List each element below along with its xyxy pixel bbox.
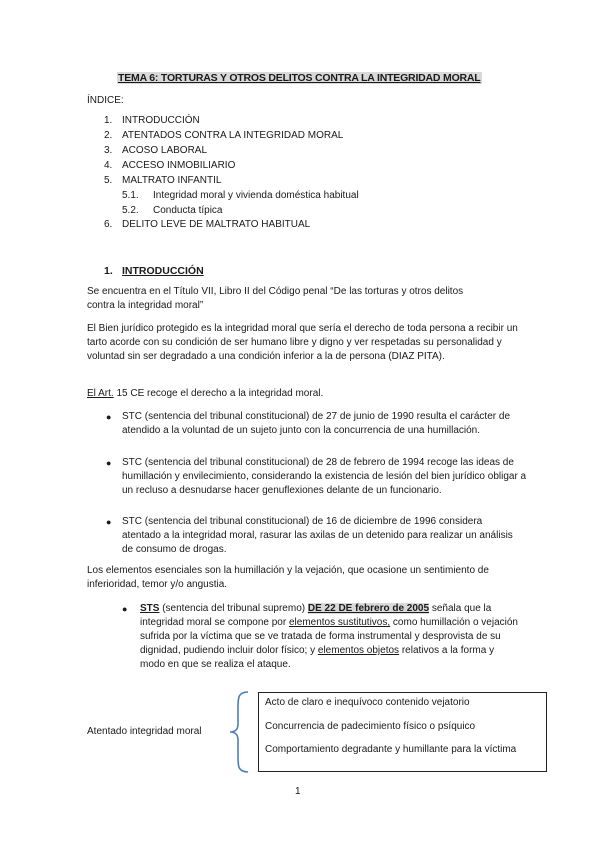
index-item: ATENTADOS CONTRA LA INTEGRIDAD MORAL — [122, 130, 344, 141]
index-item: MALTRATO INFANTIL — [122, 175, 222, 186]
bullet-item: STC (sentencia del tribunal constitucional) de 27 de junio de 1990 resulta el carácter de atendido a la voluntad de un sujeto junto con la concurrencia de una humillación. — [122, 411, 511, 436]
index-item: DELITO LEVE DE MALTRATO HABITUAL — [122, 219, 311, 230]
sts-abbr: STS — [140, 603, 160, 614]
article-link[interactable]: El Art. — [87, 388, 114, 399]
index-num: 2. — [104, 130, 113, 141]
index-item: ACCESO INMOBILIARIO — [122, 160, 236, 171]
section-number: 1. — [104, 265, 113, 277]
paragraph-title-ref: Se encuentra en el Título VII, Libro II del Código penal “De las torturas y otros delitos contra la integridad moral” — [87, 286, 464, 311]
index-item: ACOSO LABORAL — [122, 145, 208, 156]
index-num: 5. — [104, 175, 113, 186]
bullet-icon: ● — [106, 458, 112, 468]
diagram-item: Acto de claro e inequívoco contenido vejatorio — [265, 697, 470, 708]
index-num: 1. — [104, 115, 113, 126]
sts-paragraph — [140, 602, 520, 672]
article-text: 15 CE recoge el derecho a la integridad moral. — [113, 388, 324, 399]
diagram-item: Concurrencia de padecimiento físico o psíquico — [265, 721, 476, 732]
paragraph-art15 — [87, 387, 527, 401]
paragraph-bien-juridico: El Bien jurídico protegido es la integridad moral que sería el derecho de toda persona a recibir un tarto acorde con su condición de ser humano libre y digno y ver respetadas su personalidad y voluntad sin ser degradado a una condición inferior a la de persona (DIAZ PITA). — [87, 323, 518, 362]
bullet-item: STC (sentencia del tribunal constitucional) de 28 de febrero de 1994 recoge las ideas de humillación y envilecimiento, considerando la existencia de lesión del bien jurídico obligar a un recluso a desnudarse hacer genuflexiones delante de un funcionario. — [122, 457, 527, 496]
page-number: 1 — [295, 786, 301, 797]
index-label: ÍNDICE: — [87, 95, 124, 106]
section-heading: INTRODUCCIÓN — [122, 265, 204, 277]
sts-text: señala que la integridad moral se compone por — [140, 603, 492, 628]
index-subnum: 5.2. — [122, 205, 139, 216]
index-subnum: 5.1. — [122, 190, 139, 201]
bullet-item: STC (sentencia del tribunal constitucional) de 16 de diciembre de 1996 considera atentado a la integridad moral, rasurar las axilas de un detenido para realizar un análisis de consumo de drogas. — [122, 516, 513, 555]
sts-element-1: elementos sustitutivos, — [288, 617, 391, 628]
sts-element-2: elementos objetos — [317, 645, 400, 656]
index-num: 3. — [104, 145, 113, 156]
sts-text: relativos a la forma y modo en que se realiza el ataque. — [140, 645, 495, 670]
paragraph-elementos: Los elementos esenciales son la humillación y la vejación, que ocasione un sentimiento de inferioridad, temor y/o angustia. — [87, 565, 489, 590]
index-subitem: Integridad moral y vivienda doméstica habitual — [153, 190, 359, 201]
index-subitem: Conducta típica — [153, 205, 223, 216]
bullet-icon: ● — [122, 604, 128, 614]
sts-text: (sentencia del tribunal supremo) — [159, 603, 308, 614]
index-num: 6. — [104, 219, 113, 230]
diagram-item: Comportamiento degradante y humillante para la víctima — [265, 744, 517, 755]
curly-brace-icon — [226, 690, 254, 774]
document-title: TEMA 6: TORTURAS Y OTROS DELITOS CONTRA LA INTEGRIDAD MORAL — [118, 72, 481, 84]
bullet-icon: ● — [106, 412, 112, 422]
sts-text: como humillación o vejación sufrida por la víctima que se ve tratada de forma instrumental y desprovista de su dignidad, pudiendo incluir dolor físico; y — [140, 617, 518, 656]
diagram-label: Atentado integridad moral — [87, 726, 202, 737]
index-num: 4. — [104, 160, 113, 171]
sts-date: DE 22 DE febrero de 2005 — [307, 603, 430, 614]
bullet-icon: ● — [106, 517, 112, 527]
index-item: INTRODUCCIÓN — [122, 115, 200, 126]
